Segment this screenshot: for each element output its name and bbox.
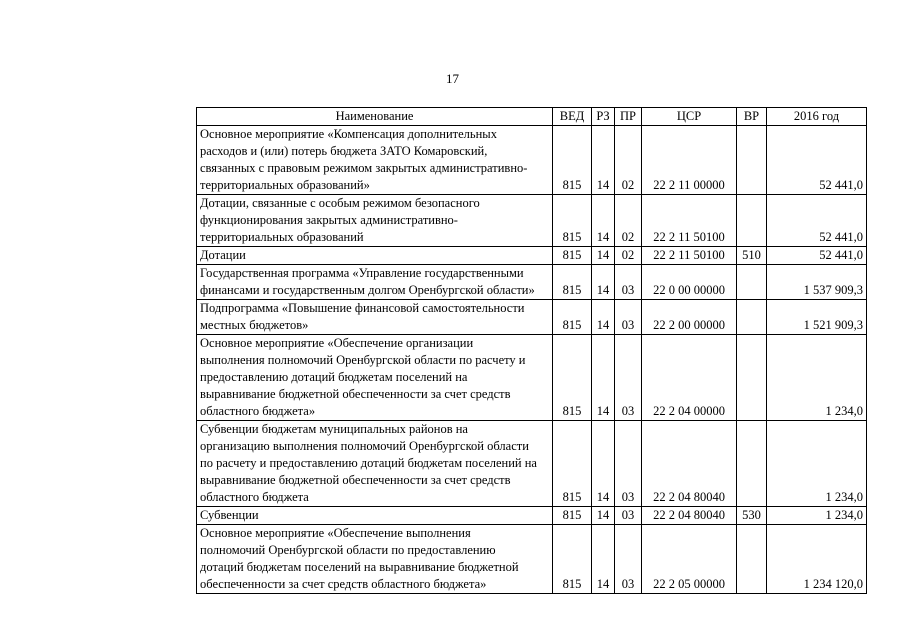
- cell-ved: 815: [553, 126, 592, 195]
- table-row: [197, 525, 867, 594]
- table-row: [197, 195, 867, 247]
- cell-rz: 14: [592, 265, 615, 300]
- name-line: выравнивание бюджетной обеспеченности за счет средств: [200, 473, 511, 487]
- cell-vr: [737, 195, 767, 247]
- cell-ved: 815: [553, 300, 592, 335]
- cell-csr: 22 2 05 00000: [642, 525, 737, 594]
- cell-csr: 22 2 11 50100: [642, 195, 737, 247]
- header-pr: ПР: [615, 108, 642, 126]
- name-line: выполнения полномочий Оренбургской области по расчету и: [200, 353, 526, 367]
- cell-csr: 22 2 04 80040: [642, 421, 737, 507]
- cell-vr: [737, 335, 767, 421]
- name-line: полномочий Оренбургской области по предоставлению: [200, 543, 496, 557]
- name-line: связанных с правовым режимом закрытых административно-: [200, 161, 528, 175]
- cell-pr: 03: [615, 300, 642, 335]
- name-line: Государственная программа «Управление государственными: [200, 266, 524, 280]
- cell-csr: 22 0 00 00000: [642, 265, 737, 300]
- cell-ved: 815: [553, 195, 592, 247]
- cell-ved: 815: [553, 507, 592, 525]
- cell-ved: 815: [553, 265, 592, 300]
- page-number: 17: [446, 71, 459, 86]
- name-line: территориальных образований»: [200, 178, 370, 192]
- header-vr: ВР: [737, 108, 767, 126]
- name-line: функционирования закрытых административно-: [200, 213, 458, 227]
- cell-vr: [737, 126, 767, 195]
- cell-amount: 1 234,0: [767, 507, 867, 525]
- cell-amount: 1 234,0: [767, 421, 867, 507]
- cell-pr: 02: [615, 126, 642, 195]
- cell-name: [197, 335, 553, 421]
- name-line: организацию выполнения полномочий Оренбургской области: [200, 439, 529, 453]
- cell-ved: 815: [553, 335, 592, 421]
- cell-vr: [737, 300, 767, 335]
- name-line: Основное мероприятие «Обеспечение выполнения: [200, 526, 471, 540]
- cell-pr: 03: [615, 421, 642, 507]
- cell-name: [197, 195, 553, 247]
- cell-name: [197, 265, 553, 300]
- cell-name: [197, 421, 553, 507]
- name-line: Подпрограмма «Повышение финансовой самостоятельности: [200, 301, 525, 315]
- name-line: дотаций бюджетам поселений на выравнивание бюджетной: [200, 560, 519, 574]
- cell-pr: 02: [615, 247, 642, 265]
- cell-rz: 14: [592, 507, 615, 525]
- table-row: [197, 265, 867, 300]
- cell-name: [197, 507, 553, 525]
- cell-pr: 03: [615, 335, 642, 421]
- cell-pr: 03: [615, 525, 642, 594]
- name-line: Субвенции бюджетам муниципальных районов на: [200, 422, 468, 436]
- cell-ved: 815: [553, 525, 592, 594]
- table-row: [197, 421, 867, 507]
- cell-vr: [737, 265, 767, 300]
- cell-amount: 52 441,0: [767, 247, 867, 265]
- cell-vr: 510: [737, 247, 767, 265]
- cell-pr: 03: [615, 507, 642, 525]
- name-line: Дотации, связанные с особым режимом безопасного: [200, 196, 480, 210]
- name-line: Основное мероприятие «Обеспечение организации: [200, 336, 474, 350]
- cell-rz: 14: [592, 247, 615, 265]
- header-year: 2016 год: [767, 108, 867, 126]
- table-row: [197, 335, 867, 421]
- name-line: местных бюджетов»: [200, 318, 309, 332]
- name-line: областного бюджета: [200, 490, 309, 504]
- name-line: расходов и (или) потерь бюджета ЗАТО Комаровский,: [200, 144, 488, 158]
- cell-rz: 14: [592, 126, 615, 195]
- cell-amount: 1 521 909,3: [767, 300, 867, 335]
- cell-name: [197, 247, 553, 265]
- name-line: Дотации: [200, 248, 246, 262]
- cell-rz: 14: [592, 335, 615, 421]
- name-line: Основное мероприятие «Компенсация дополнительных: [200, 127, 497, 141]
- name-line: предоставлению дотаций бюджетам поселений на: [200, 370, 468, 384]
- table-row: [197, 507, 867, 525]
- table-row: [197, 300, 867, 335]
- table-row: [197, 126, 867, 195]
- cell-amount: 52 441,0: [767, 195, 867, 247]
- table-header-row: [197, 108, 867, 126]
- table-row: [197, 247, 867, 265]
- name-line: областного бюджета»: [200, 404, 316, 418]
- cell-vr: [737, 421, 767, 507]
- cell-csr: 22 2 11 00000: [642, 126, 737, 195]
- cell-csr: 22 2 00 00000: [642, 300, 737, 335]
- cell-ved: 815: [553, 247, 592, 265]
- cell-rz: 14: [592, 421, 615, 507]
- header-ved: ВЕД: [553, 108, 592, 126]
- cell-csr: 22 2 11 50100: [642, 247, 737, 265]
- name-line: обеспеченности за счет средств областного бюджета»: [200, 577, 487, 591]
- cell-amount: 52 441,0: [767, 126, 867, 195]
- header-rz: РЗ: [592, 108, 615, 126]
- cell-name: [197, 126, 553, 195]
- cell-csr: 22 2 04 80040: [642, 507, 737, 525]
- cell-amount: 1 234 120,0: [767, 525, 867, 594]
- name-line: выравнивание бюджетной обеспеченности за счет средств: [200, 387, 511, 401]
- name-line: финансами и государственным долгом Оренбургской области»: [200, 283, 535, 297]
- name-line: по расчету и предоставлению дотаций бюджетам поселений на: [200, 456, 537, 470]
- cell-vr: [737, 525, 767, 594]
- cell-amount: 1 234,0: [767, 335, 867, 421]
- cell-rz: 14: [592, 195, 615, 247]
- name-line: территориальных образований: [200, 230, 364, 244]
- cell-pr: 03: [615, 265, 642, 300]
- cell-name: [197, 525, 553, 594]
- cell-pr: 02: [615, 195, 642, 247]
- cell-ved: 815: [553, 421, 592, 507]
- cell-amount: 1 537 909,3: [767, 265, 867, 300]
- cell-rz: 14: [592, 525, 615, 594]
- name-line: Субвенции: [200, 508, 259, 522]
- header-name: Наименование: [197, 108, 553, 126]
- header-csr: ЦСР: [642, 108, 737, 126]
- budget-table: [196, 107, 867, 594]
- cell-rz: 14: [592, 300, 615, 335]
- cell-csr: 22 2 04 00000: [642, 335, 737, 421]
- cell-name: [197, 300, 553, 335]
- cell-vr: 530: [737, 507, 767, 525]
